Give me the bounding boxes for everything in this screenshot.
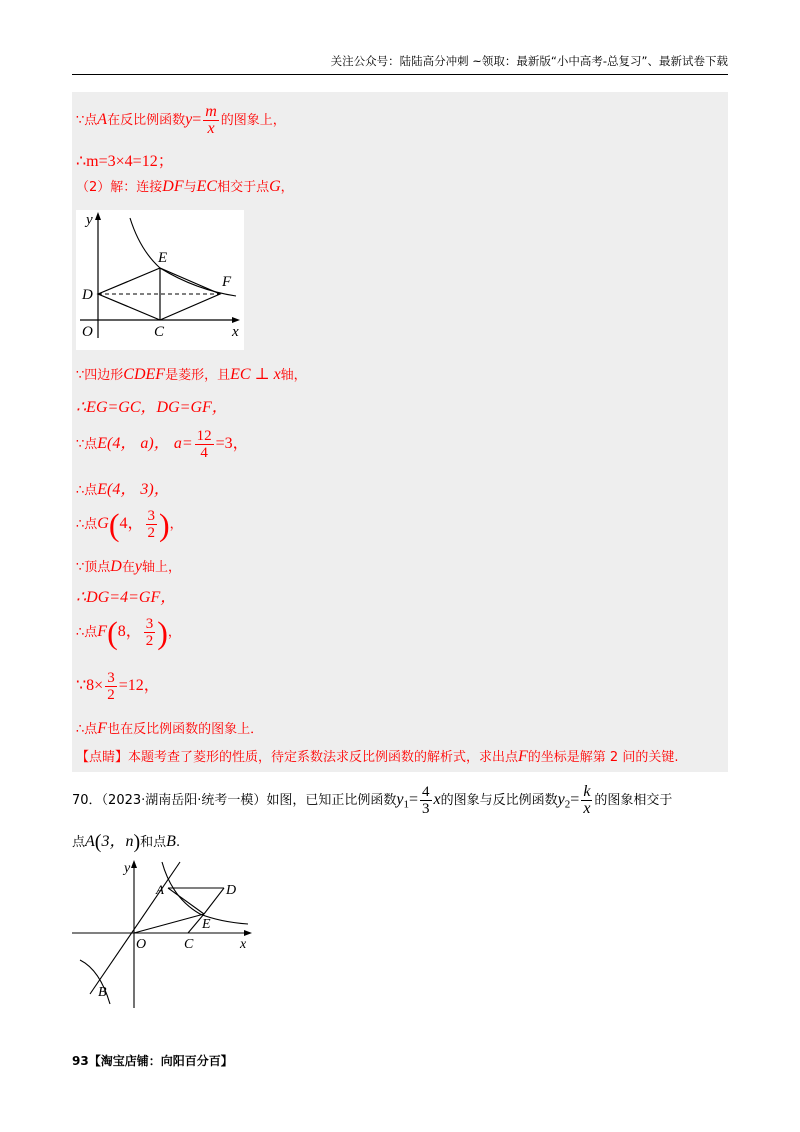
math-var: F — [97, 623, 108, 640]
math-var: x — [433, 791, 441, 808]
solution-line-11 — [76, 616, 181, 649]
text: 轴， — [280, 368, 307, 383]
paren-right: ) — [133, 831, 141, 853]
fraction — [144, 616, 156, 649]
label-b: B — [98, 985, 107, 1000]
math-op: = — [409, 791, 419, 808]
text: 的图象相交于 — [594, 793, 673, 808]
math-expr: 4， — [119, 515, 144, 532]
text: ∴点 — [76, 483, 98, 498]
line-y1 — [90, 862, 180, 994]
solution-line-1 — [76, 104, 286, 137]
solution-line-4 — [76, 364, 307, 384]
math-var: EC — [196, 178, 218, 195]
solution-line-2 — [76, 148, 174, 171]
denominator: 2 — [147, 525, 156, 541]
denominator: 4 — [200, 445, 208, 461]
text: 在 — [121, 560, 135, 575]
math-var: A — [97, 111, 108, 128]
denominator: x — [207, 120, 215, 137]
paren-right: ) — [159, 506, 170, 543]
math-expr: a= — [173, 435, 193, 452]
text: ∴点 — [76, 517, 98, 532]
math-var: y — [557, 791, 565, 808]
math-var: F — [518, 748, 528, 765]
math-expr: ∵8× — [76, 677, 104, 694]
text: ∵点 — [76, 113, 98, 128]
math-var: B — [166, 833, 176, 850]
label-o: O — [136, 937, 147, 952]
header-text: 关注公众号：陆陆高分冲刺 ~领取：最新版“小中高考-总复习”、最新试卷下载 — [330, 54, 728, 68]
solution-line-5 — [76, 394, 228, 417]
text: ， — [167, 625, 181, 640]
numerator: 3 — [107, 670, 115, 686]
solution-line-9 — [76, 556, 181, 576]
text: 与 — [183, 180, 197, 195]
fraction — [420, 784, 432, 817]
text: 的坐标是解第 2 问的关键. — [527, 750, 679, 765]
problem-70-figure — [70, 858, 260, 1015]
x-axis-arrow — [244, 930, 252, 936]
solution-line-13 — [76, 718, 263, 738]
text: ∴点 — [76, 625, 98, 640]
solution-line-3 — [76, 176, 294, 196]
math-expr: E(4， 3)， — [97, 481, 170, 498]
text: 和点 — [140, 835, 167, 850]
text: 也在反比例函数的图象上． — [107, 722, 264, 737]
segment-ae — [168, 888, 204, 914]
solution-line-6 — [76, 428, 249, 461]
numerator: m — [205, 103, 217, 120]
paren-left: ( — [108, 506, 120, 543]
fraction — [203, 104, 219, 137]
solution-line-12 — [76, 670, 160, 703]
solution-line-7 — [76, 476, 170, 499]
math-var: DF — [162, 178, 184, 195]
math-expr: 8， — [117, 623, 142, 640]
subscript: 2 — [564, 798, 571, 811]
label-a: A — [156, 882, 164, 897]
label-x: x — [240, 937, 247, 952]
math-var: G — [269, 178, 281, 195]
rhombus-figure — [76, 210, 244, 355]
math-expr: =12， — [118, 677, 160, 694]
math-op: = — [192, 111, 202, 128]
label-d: D — [82, 287, 93, 303]
label-y: y — [86, 212, 93, 228]
denominator: 2 — [107, 687, 115, 703]
text: 在反比例函数 — [107, 113, 186, 128]
text: ， — [280, 180, 294, 195]
math-var: A — [85, 833, 95, 850]
text: 轴上， — [141, 560, 181, 575]
segment-de — [204, 888, 224, 914]
math-var: y — [396, 791, 404, 808]
label-x: x — [232, 324, 239, 340]
text: ∴点 — [76, 722, 98, 737]
math-var: G — [97, 515, 109, 532]
text: ∵四边形 — [76, 368, 124, 383]
problem-70-line-2 — [72, 828, 180, 854]
numerator: 3 — [147, 508, 156, 524]
label-e: E — [158, 250, 168, 266]
text: 70．（2023·湖南岳阳·统考一模）如图，已知正比例函数 — [72, 793, 397, 808]
text: ∵顶点 — [76, 560, 111, 575]
label-c: C — [184, 937, 194, 952]
text: 相交于点 — [217, 180, 270, 195]
fraction — [105, 670, 117, 703]
text: ∵点 — [76, 437, 98, 452]
math-expr: EC ⊥ x — [230, 366, 281, 383]
function-diagram — [70, 858, 260, 1010]
paren-left: ( — [94, 831, 102, 853]
denominator: x — [583, 800, 591, 817]
paren-left: ( — [107, 614, 118, 651]
text: 的图象上， — [220, 113, 286, 128]
label-f: F — [222, 274, 232, 290]
math-expr: ∴EG=GC，DG=GF， — [76, 399, 228, 416]
fraction — [195, 428, 214, 461]
fraction — [581, 784, 592, 817]
label-c: C — [154, 324, 165, 340]
math-var: F — [97, 720, 108, 737]
numerator: 4 — [422, 784, 430, 800]
text: . — [175, 835, 181, 850]
label-y: y — [124, 861, 131, 876]
math-expr: ∴m=3×4=12； — [76, 153, 174, 170]
math-var: y — [185, 111, 193, 128]
math-expr: E(4， a)， — [97, 435, 170, 452]
label-d: D — [226, 883, 237, 898]
rhombus-diagram — [76, 210, 244, 350]
numerator: 3 — [145, 616, 154, 632]
problem-70-line-1 — [72, 784, 672, 817]
math-var: CDEF — [123, 366, 166, 383]
text: 【点睛】本题考查了菱形的性质，待定系数法求反比例函数的解析式，求出点 — [76, 750, 519, 765]
solution-line-10 — [76, 584, 176, 607]
fraction — [146, 508, 158, 541]
label-e: E — [202, 917, 211, 932]
solution-line-8 — [76, 508, 183, 541]
numerator: k — [583, 783, 591, 800]
segment-oe — [134, 914, 204, 933]
math-var: D — [110, 558, 122, 575]
math-var: y — [134, 558, 142, 575]
footer-text: 93【淘宝店铺：向阳百分百】 — [72, 1054, 233, 1068]
denominator: 3 — [422, 801, 430, 817]
text: ， — [169, 517, 183, 532]
denominator: 2 — [145, 633, 154, 649]
page-footer — [72, 1052, 233, 1069]
label-o: O — [82, 324, 93, 340]
subscript: 1 — [403, 798, 410, 811]
page-header — [72, 52, 728, 75]
math-op: = — [570, 791, 580, 808]
text: （2）解：连接 — [76, 180, 163, 195]
solution-key-point — [76, 746, 678, 766]
math-expr: ∴DG=4=GF， — [76, 589, 177, 606]
paren-right: ) — [157, 614, 168, 651]
math-expr: =3， — [215, 435, 249, 452]
y-axis-arrow — [131, 860, 137, 868]
numerator: 12 — [196, 428, 212, 444]
math-expr: 3，n — [101, 833, 134, 850]
text: 的图象与反比例函数 — [440, 793, 558, 808]
text: 点 — [72, 835, 86, 850]
text: 是菱形，且 — [165, 368, 231, 383]
